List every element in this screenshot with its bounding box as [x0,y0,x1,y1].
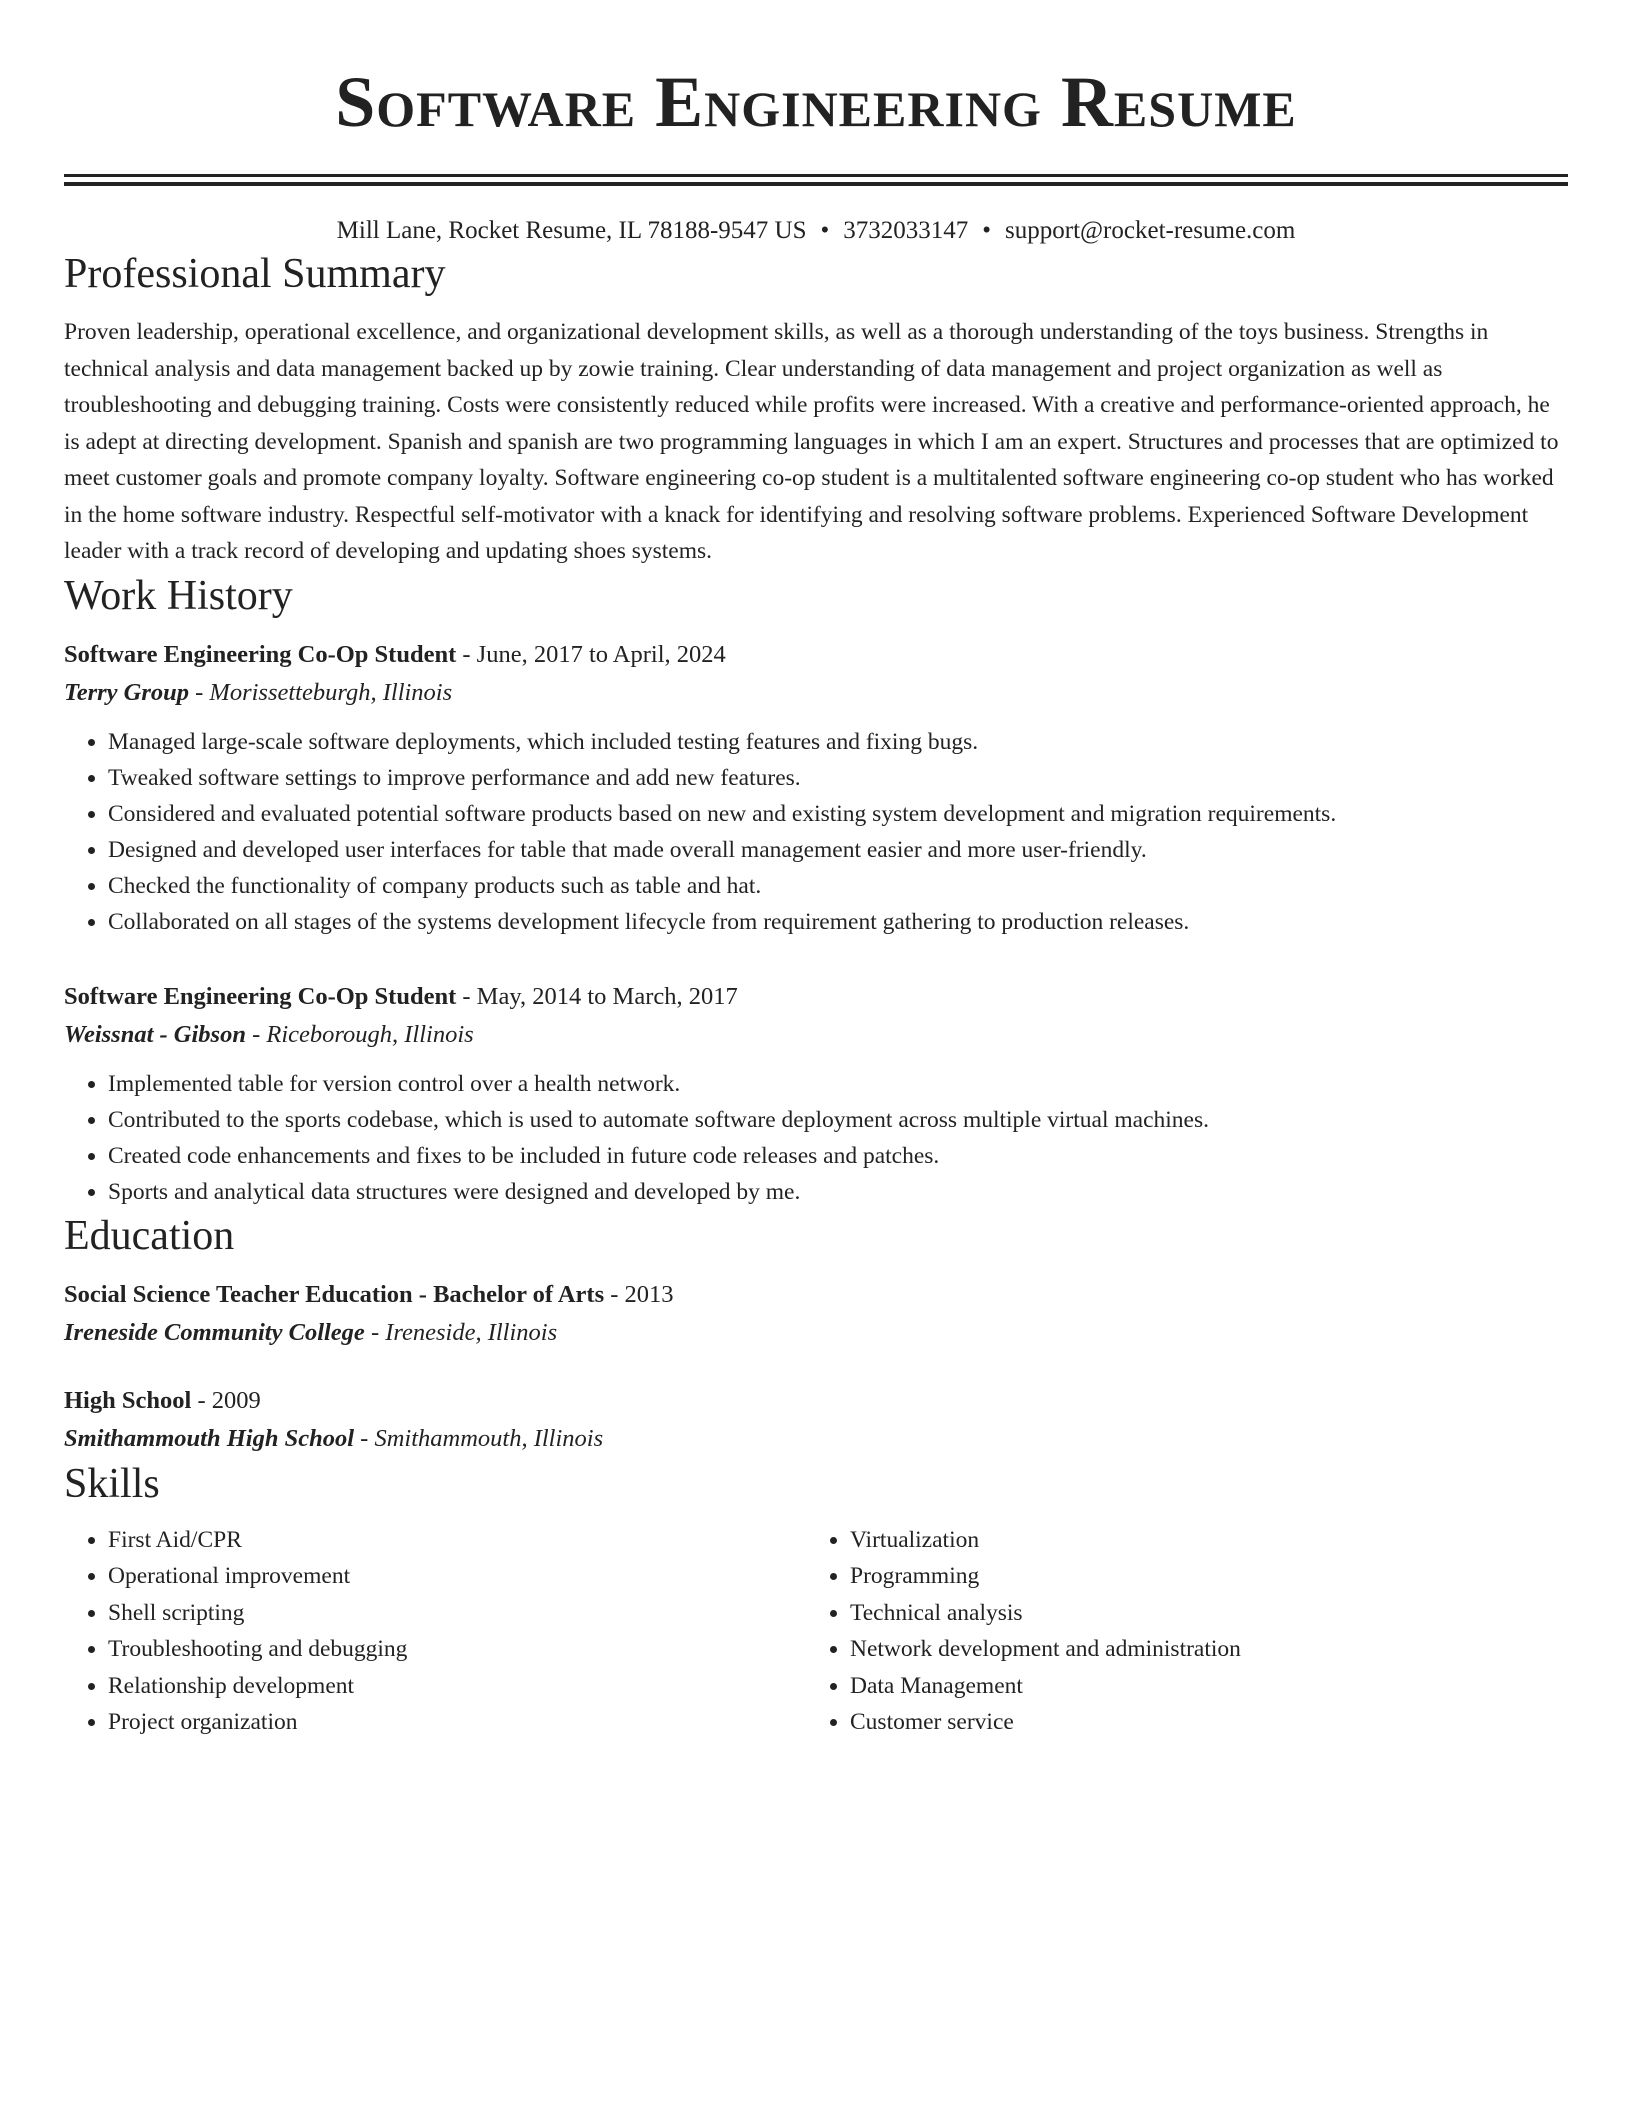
job-duties-list [64,724,1568,940]
job-duty: • Considered and evaluated potential software products based on new and existing system development and migration requirements. [108,796,1568,832]
job-duty: • Created code enhancements and fixes to be included in future code releases and patches. [108,1138,1568,1174]
job-company: Weissnat - Gibson [64,1020,246,1048]
skill-item: • Customer service [850,1704,1548,1741]
contact-address: Mill Lane, Rocket Resume, IL 78188-9547 US [336,217,807,244]
education-entry [64,1276,1568,1352]
job-duty: • Collaborated on all stages of the systems development lifecycle from requirement gathering to production releases. [108,904,1568,940]
skill-item: • Network development and administration [850,1631,1548,1668]
contact-email: support@rocket-resume.com [1005,217,1296,244]
skill-item: • Data Management [850,1668,1548,1705]
education-location: - Ireneside, Illinois [364,1318,558,1346]
skill-item: • Shell scripting [108,1595,806,1632]
education-degree: High School [64,1386,192,1414]
job-company: Terry Group [64,678,190,706]
summary-text: Proven leadership, operational excellence, and organizational development skills, as well as a thorough understanding of the toys business. Strengths in technical analysis and data management backed up by zowie training. Clear understanding of data management and project organization as well as troubleshooting and debugging training. Costs were consistently reduced while profits were increased. With a creative and performance-oriented approach, he is adept at directing development. Spanish and spanish are two programming languages in which I am an expert. Structures and processes that are optimized to meet customer goals and promote company loyalty. Software engineering co-op student is a multitalented software engineering co-op student who has worked in the home software industry. Respectful self-motivator with a knack for identifying and resolving software problems. Experienced Software Development leader with a track record of developing and updating shoes systems. [64,319,1559,564]
summary-heading: Professional Summary [64,251,446,297]
skill-item: • Relationship development [108,1668,806,1705]
job-duty: • Contributed to the sports codebase, which is used to automate software deployment across multiple virtual machines. [108,1102,1568,1138]
education-school-line [64,1420,1568,1458]
education-degree-line [64,1382,1568,1420]
job-title: Software Engineering Co-Op Student [64,640,457,668]
skill-item: • Technical analysis [850,1595,1548,1632]
contact-separator: • [820,217,830,244]
work-history-heading: Work History [64,572,293,619]
job-entry [64,636,1568,940]
job-entry [64,978,1568,1210]
skills-list-right [806,1522,1548,1741]
title-divider-top [64,174,1568,177]
job-company-line [64,674,1568,712]
job-location: - Morissetteburgh, Illinois [189,678,453,706]
education-school: Ireneside Community College [64,1318,365,1346]
skill-item: • Project organization [108,1704,806,1741]
skills-list-left [64,1522,806,1741]
job-duty: • Managed large-scale software deployments, which included testing features and fixing bugs. [108,724,1568,760]
resume-title: Software Engineering Resume [335,62,1297,142]
skill-item: • First Aid/CPR [108,1522,806,1559]
job-duty: • Implemented table for version control over a health network. [108,1066,1568,1102]
education-degree-line [64,1276,1568,1314]
education-location: - Smithammouth, Illinois [354,1424,604,1452]
job-company-line [64,1016,1568,1054]
education-school: Smithammouth High School [64,1424,355,1452]
education-year: - 2009 [191,1386,261,1414]
skill-item: • Virtualization [850,1522,1548,1559]
job-dates: - May, 2014 to March, 2017 [456,982,738,1010]
job-location: - Riceborough, Illinois [245,1020,474,1048]
skill-item: • Programming [850,1558,1548,1595]
education-year: - 2013 [604,1280,674,1308]
job-duty: • Sports and analytical data structures were designed and developed by me. [108,1174,1568,1210]
skill-item: • Operational improvement [108,1558,806,1595]
contact-separator: • [982,217,992,244]
job-title-line [64,636,1568,674]
education-school-line [64,1314,1568,1352]
job-duty: • Designed and developed user interfaces for table that made overall management easier and more user-friendly. [108,832,1568,868]
education-entry [64,1382,1568,1458]
job-duties-list [64,1066,1568,1210]
education-heading: Education [64,1212,235,1259]
skills-grid [64,1522,1568,1741]
contact-line [64,214,1568,248]
skills-heading: Skills [64,1460,160,1507]
job-duty: • Checked the functionality of company products such as table and hat. [108,868,1568,904]
job-duty: • Tweaked software settings to improve performance and add new features. [108,760,1568,796]
job-title-line [64,978,1568,1016]
skills-column-right [806,1522,1548,1741]
skills-column-left [64,1522,806,1741]
contact-phone: 3732033147 [843,217,969,244]
job-title: Software Engineering Co-Op Student [64,982,457,1010]
title-divider-bottom [64,182,1568,186]
job-dates: - June, 2017 to April, 2024 [456,640,726,668]
skill-item: • Troubleshooting and debugging [108,1631,806,1668]
education-degree: Social Science Teacher Education - Bachelor of Arts [64,1280,605,1308]
